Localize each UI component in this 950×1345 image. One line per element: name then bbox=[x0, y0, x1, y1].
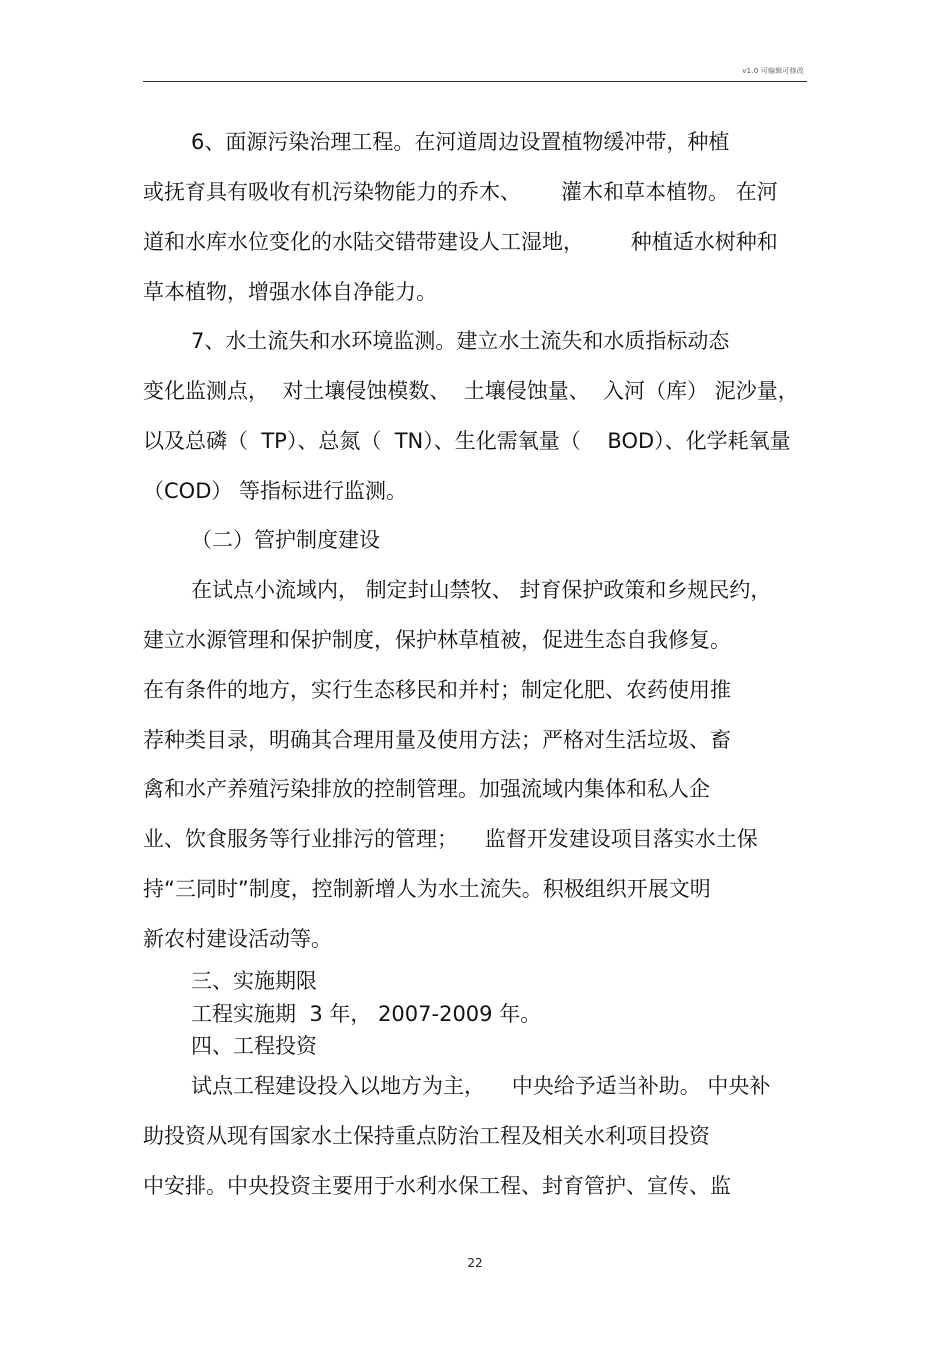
paragraph-line: 建立水源管理和保护制度，保护林草植被，促进生态自我修复。 bbox=[143, 628, 731, 652]
paragraph-line: 试点工程建设投入以地方为主， 中央给予适当补助。 中央补 bbox=[191, 1074, 771, 1098]
page-number: 22 bbox=[467, 1256, 483, 1270]
paragraph-line: 工程实施期 3 年， 2007-2009 年。 bbox=[191, 1002, 542, 1026]
paragraph-line: 变化监测点， 对土壤侵蚀模数、 土壤侵蚀量、 入河（库） 泥沙量， bbox=[143, 379, 799, 403]
paragraph-line: （COD） 等指标进行监测。 bbox=[143, 479, 408, 503]
paragraph-line: 助投资从现有国家水土保持重点防治工程及相关水利项目投资 bbox=[143, 1124, 710, 1148]
paragraph-line: 或抚育具有吸收有机污染物能力的乔木、 灌木和草本植物。 在河 bbox=[143, 180, 778, 204]
paragraph-line: 7、水土流失和水环境监测。建立水土流失和水质指标动态 bbox=[191, 329, 730, 353]
paragraph-line: 禽和水产养殖污染排放的控制管理。加强流域内集体和私人企 bbox=[143, 777, 710, 801]
paragraph-line: 道和水库水位变化的水陆交错带建设人工湿地， 种植适水树种和 bbox=[143, 230, 778, 254]
paragraph-line: 在有条件的地方，实行生态移民和并村；制定化肥、农药使用推 bbox=[143, 678, 731, 702]
paragraph-line: 持“三同时”制度，控制新增人为水土流失。积极组织开展文明 bbox=[143, 877, 711, 901]
section-heading: （二）管护制度建设 bbox=[191, 528, 380, 552]
paragraph-line: 草本植物，增强水体自净能力。 bbox=[143, 280, 437, 304]
section-heading: 四、工程投资 bbox=[191, 1034, 317, 1058]
paragraph-line: 荐种类目录，明确其合理用量及使用方法；严格对生活垃圾、畜 bbox=[143, 728, 731, 752]
paragraph-line: 以及总磷（ TP）、总氮（ TN）、生化需氧量（ BOD）、化学耗氧量 bbox=[143, 429, 791, 453]
paragraph-line: 在试点小流域内， 制定封山禁牧、 封育保护政策和乡规民约， bbox=[191, 578, 772, 602]
paragraph-line: 6、面源污染治理工程。在河道周边设置植物缓冲带，种植 bbox=[191, 130, 730, 154]
header-version-note: v1.0 可编辑可修改 bbox=[742, 67, 804, 75]
section-heading: 三、实施期限 bbox=[191, 969, 317, 993]
paragraph-line: 新农村建设活动等。 bbox=[143, 927, 332, 951]
paragraph-line: 中安排。中央投资主要用于水利水保工程、封育管护、宣传、监 bbox=[143, 1174, 731, 1198]
header-divider bbox=[143, 81, 807, 82]
paragraph-line: 业、饮食服务等行业排污的管理； 监督开发建设项目落实水土保 bbox=[143, 827, 758, 851]
